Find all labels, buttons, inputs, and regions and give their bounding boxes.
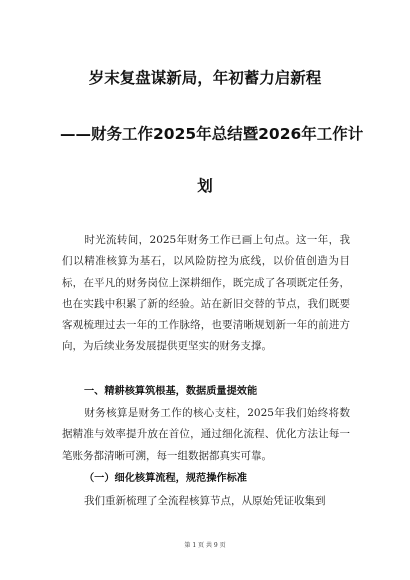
subsection-1-paragraph-text: 我们重新梳理了全流程核算节点，从原始凭证收集到 — [84, 495, 326, 507]
intro-paragraph-text: 时光流转间，2025年财务工作已画上句点。这一年，我们以精准核算为基石，以风险防控为底线，以价值创造为目标，在平凡的财务岗位上深耕细作，既完成了各项既定任务，也在实践中积累了新的经验。站在新旧交替的节点，我们既要客观梳理过去一年的工作脉络，也要清晰规划新一年的前进方向，为后续业务发展提供更坚实的财务支撑。 — [62, 234, 350, 353]
subsection-heading-1: （一）细化核算流程，规范操作标准 — [84, 473, 247, 484]
page-number-footer: 第 1 页 共 9 页 — [184, 542, 226, 549]
intro-paragraph — [62, 230, 350, 358]
subsection-1-paragraph — [62, 491, 350, 512]
document-title-line-2: ——财务工作2025年总结暨2026年工作计 — [60, 125, 364, 143]
section-1-paragraph — [62, 403, 350, 467]
document-title-line-3: 划 — [197, 177, 213, 195]
section-heading-1: 一、精耕核算筑根基，数据质量提效能 — [84, 386, 258, 397]
section-1-paragraph-text: 财务核算是财务工作的核心支柱，2025年我们始终将数据精准与效率提升放在首位，通过细化流程、优化方法让每一笔账务都清晰可溯，每一组数据都真实可靠。 — [62, 407, 350, 462]
document-title-line-1: 岁末复盘谋新局，年初蓄力启新程 — [88, 69, 322, 87]
